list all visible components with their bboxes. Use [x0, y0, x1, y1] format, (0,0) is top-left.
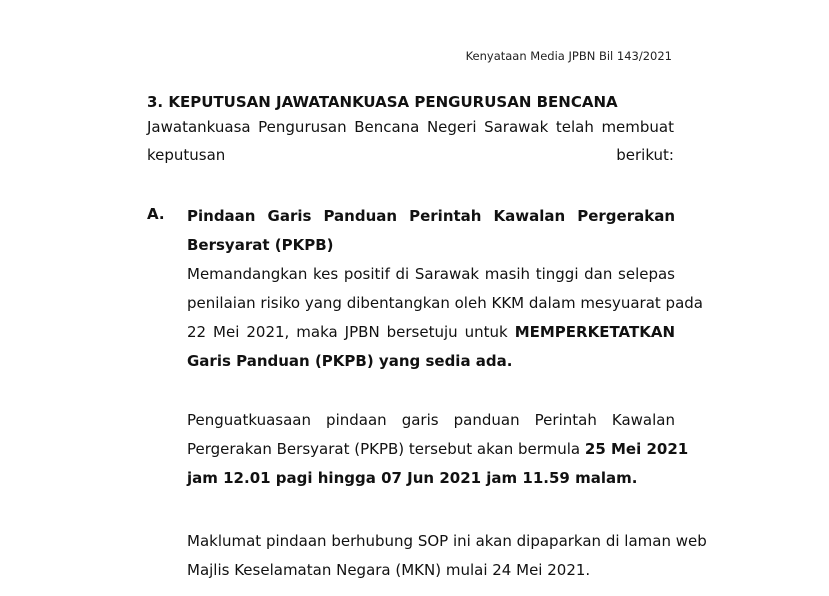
p1-line-3 [187, 318, 675, 347]
item-a-title-line-1: Pindaan Garis Panduan Perintah Kawalan Pergerakan [187, 207, 675, 225]
p1-line-3-emphasis: MEMPERKETATKAN [514, 323, 675, 341]
p3-line-1: Maklumat pindaan berhubung SOP ini akan dipaparkan di laman web [187, 532, 707, 550]
p1-line-1: Memandangkan kes positif di Sarawak masih tinggi dan selepas [187, 265, 675, 283]
item-a-paragraph-1 [187, 260, 703, 376]
section-intro [147, 113, 674, 169]
p2-line-3: jam 12.01 pagi hingga 07 Jun 2021 jam 11.59 malam. [187, 469, 638, 487]
p2-line-1: Penguatkuasaan pindaan garis panduan Perintah Kawalan [187, 411, 675, 429]
p2-line-2 [187, 435, 689, 464]
item-a-marker: A. [147, 205, 165, 223]
item-a-paragraph-2 [187, 406, 689, 493]
p2-line-2-emphasis: 25 Mei 2021 [584, 440, 689, 458]
p1-line-2: penilaian risiko yang dibentangkan oleh KKM dalam mesyuarat pada [187, 294, 703, 312]
item-a-paragraph-3 [187, 527, 707, 585]
intro-line-1: Jawatankuasa Pengurusan Bencana Negeri Sarawak telah membuat [147, 118, 674, 136]
item-a-title [187, 202, 675, 260]
p1-line-3-text: 22 Mei 2021, maka JPBN bersetuju untuk [187, 323, 515, 341]
item-a-title-line-2: Bersyarat (PKPB) [187, 236, 334, 254]
p3-line-2: Majlis Keselamatan Negara (MKN) mulai 24 Mei 2021. [187, 561, 591, 579]
section-title: 3. KEPUTUSAN JAWATANKUASA PENGURUSAN BENCANA [147, 93, 618, 111]
p1-line-4: Garis Panduan (PKPB) yang sedia ada. [187, 352, 513, 370]
intro-line-2: keputusan berikut: [147, 146, 674, 164]
p2-line-2-text: Pergerakan Bersyarat (PKPB) tersebut akan bermula [187, 440, 585, 458]
document-reference: Kenyataan Media JPBN Bil 143/2021 [465, 49, 672, 63]
